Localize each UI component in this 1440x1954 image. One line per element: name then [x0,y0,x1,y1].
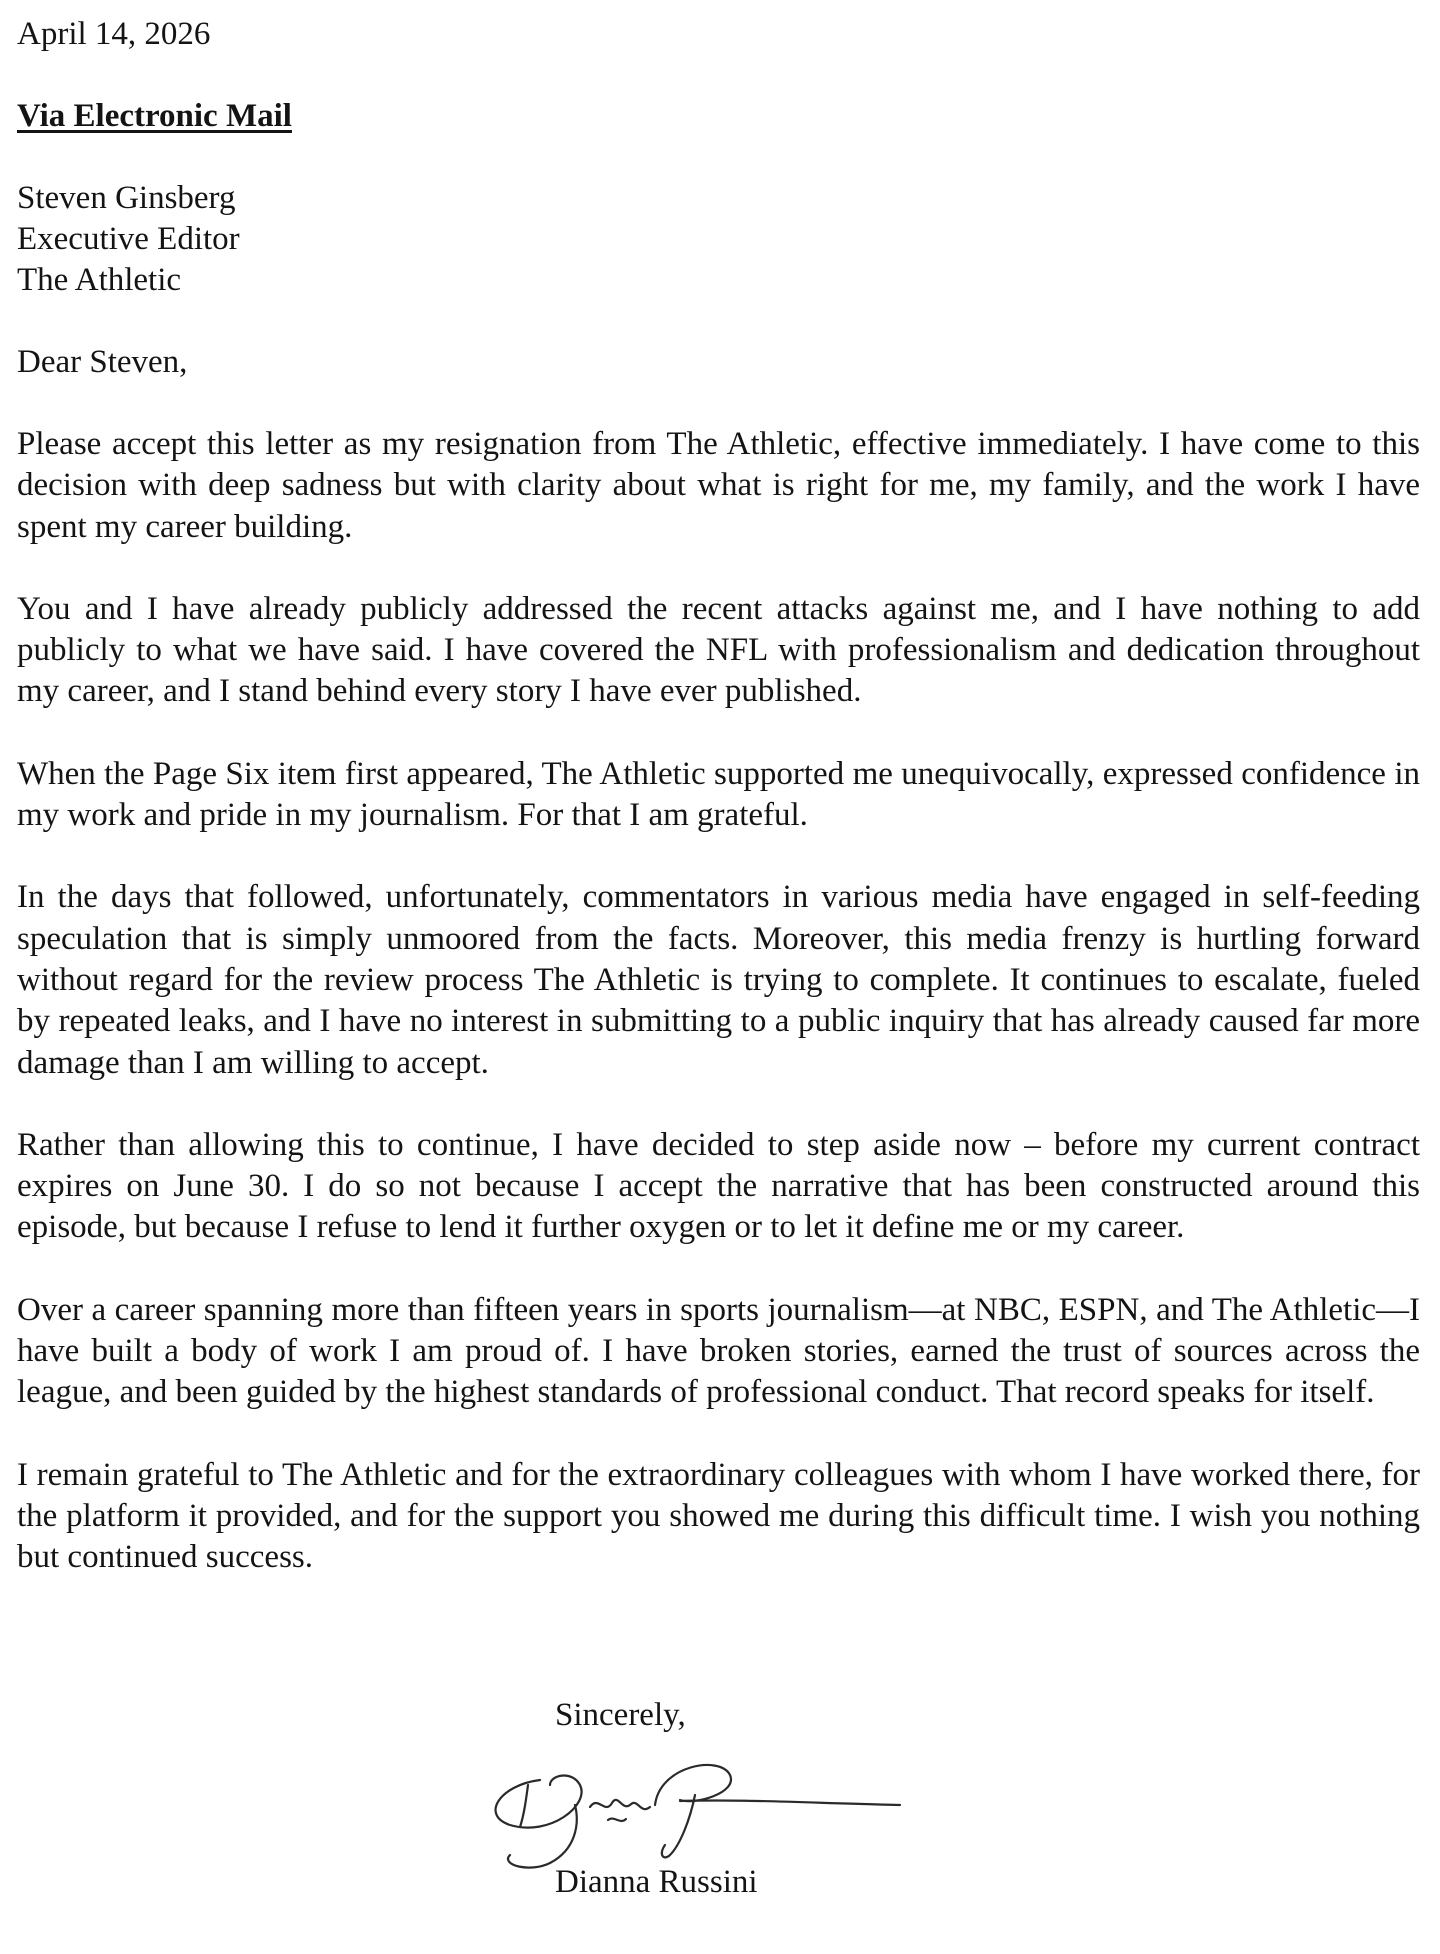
letter-date: April 14, 2026 [17,16,211,52]
delivery-method: Via Electronic Mail [17,98,292,134]
recipient-title: Executive Editor [17,221,240,257]
body-paragraph-1: Please accept this letter as my resignation from The Athletic, effective immediately. I have come to this decision with deep sadness but with clarity about what is right for me, my family, and the work I have spent my career building. [17,426,1420,545]
handwritten-signature [480,1745,930,1880]
body-paragraph-7: I remain grateful to The Athletic and for the extraordinary colleagues with whom I have worked there, for the platform it provided, and for the support you showed me during this difficult time. I wish you nothing but continued success. [17,1456,1420,1576]
body-paragraph-2: You and I have already publicly addressed the recent attacks against me, and I have nothing to add publicly to what we have said. I have covered the NFL with professionalism and dedication throughout my career, and I stand behind every story I have ever published. [17,590,1420,710]
salutation: Dear Steven, [17,344,188,380]
body-paragraph-6: Over a career spanning more than fifteen years in sports journalism—at NBC, ESPN, and The Athletic—I have built a body of work I am proud of. I have broken stories, earned the trust of sources across the league, and been guided by the highest standards of professional conduct. That record speaks for itself. [17,1291,1420,1411]
body-paragraph-5: Rather than allowing this to continue, I have decided to step aside now – before my current contract expires on June 30. I do so not because I accept the narrative that has been constructed around this episode, but because I refuse to lend it further oxygen or to let it define me or my career. [17,1126,1420,1246]
recipient-address [17,178,1420,301]
body-paragraph-4: In the days that followed, unfortunately, commentators in various media have engaged in self-feeding speculation that is simply unmoored from the facts. Moreover, this media frenzy is hurtling forward without regard for the review process The Athletic is trying to complete. It continues to escalate, fueled by repeated leaks, and I have no interest in submitting to a public inquiry that has already caused far more damage than I am willing to accept. [17,879,1420,1081]
body-paragraph-3: When the Page Six item first appeared, The Athletic supported me unequivocally, expressed confidence in my work and pride in my journalism. For that I am grateful. [17,755,1420,834]
signer-name: Dianna Russini [555,1864,758,1900]
recipient-organization: The Athletic [17,262,182,298]
recipient-name: Steven Ginsberg [17,180,236,216]
closing: Sincerely, [555,1697,686,1733]
